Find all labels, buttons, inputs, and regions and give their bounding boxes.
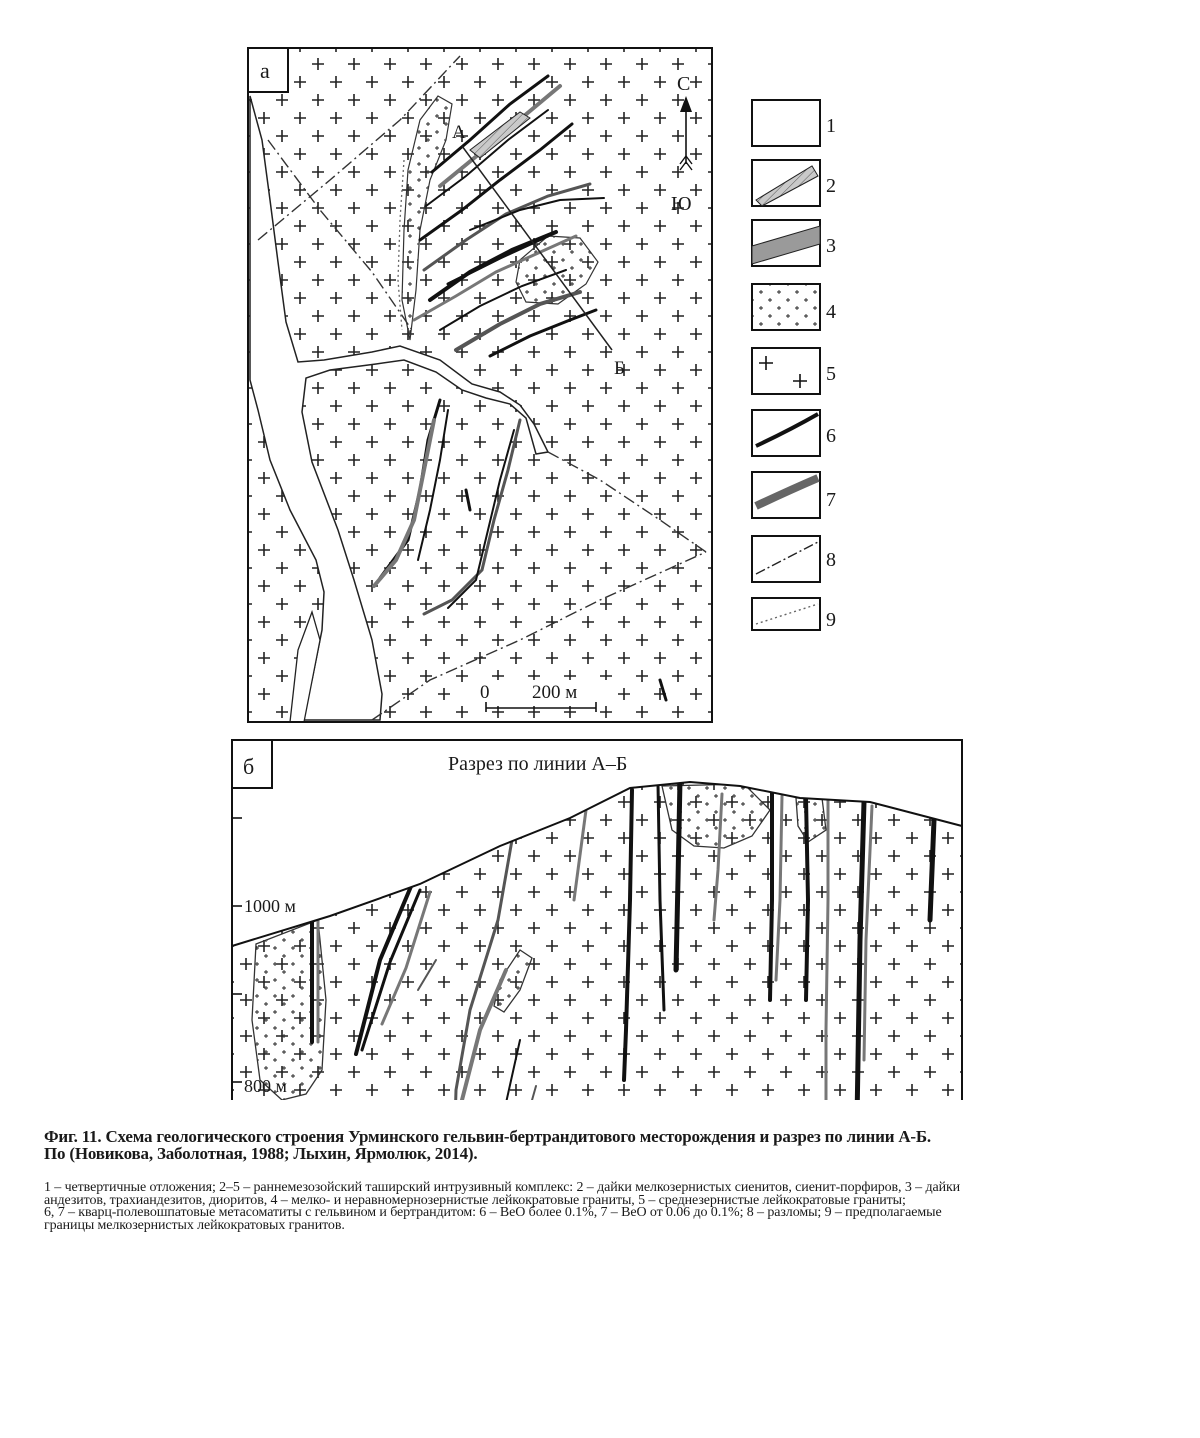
north-label: С [677,73,691,95]
figure-caption [44,1128,1164,1162]
legend-swatch-6 [752,410,820,456]
explanation-line-1: 1 – четвертичные отложения; 2–5 – раннемезозойский таширский интрузивный комплекс: 2 – дайки мелкозернистых сиенитов, сиенит-порфиров, 3 – дайки [44,1180,961,1195]
legend-item-4: 4 [826,301,836,323]
legend-item-6: 6 [826,425,836,447]
section-start-label: А [452,122,466,143]
section-title: Разрез по линии А–Б [448,753,628,775]
legend-swatch-9 [752,598,820,630]
legend [752,100,836,631]
caption-line-2: По (Новикова, Заболотная, 1988; Лыхин, Ярмолюк, 2014). [44,1144,478,1163]
panel-a-label: а [260,58,270,83]
figure-explanation [44,1182,1169,1232]
section-panel [232,740,962,1100]
explanation-line-2: андезитов, трахиандезитов, диоритов, 4 – мелко- и неравномернозернистые лейкократовые граниты, 5 – среднезернистые лейкократовые граниты; [44,1192,906,1208]
legend-swatch-8 [752,536,820,582]
legend-item-8: 8 [826,549,836,571]
map-scale-zero: 0 [480,682,490,703]
section-fine-granite-left [252,920,326,1100]
legend-swatch-5 [752,348,820,394]
elevation-bottom-label: 800 м [244,1076,287,1096]
caption-line-1: Фиг. 11. Схема геологического строения Урминского гельвин-бертрандитового месторождения и разрез по линии А-Б. [44,1127,931,1146]
legend-item-2: 2 [826,175,836,197]
explanation-line-4: границы мелкозернистых лейкократовых гранитов. [44,1217,345,1233]
section-end-label: Б [614,358,625,379]
section-granite-fill [232,740,962,1100]
legend-item-7: 7 [826,489,836,511]
legend-swatch-3 [752,220,820,266]
legend-swatch-7 [752,472,820,518]
legend-swatch-2 [752,160,820,206]
legend-item-9: 9 [826,609,836,631]
legend-item-1: 1 [826,115,836,137]
map-panel [248,48,712,722]
elevation-top-label: 1000 м [244,896,296,916]
explanation-line-3: 6, 7 – кварц-полевошпатовые метасоматиты с гельвином и бертрандитом: 6 – BeO более 0.1%, 7 – BeO от 0.06 до 0.1%; 8 – разломы; 9 – предполагаемые [44,1205,942,1220]
legend-item-5: 5 [826,363,836,385]
legend-item-3: 3 [826,235,836,257]
panel-b-label: б [243,754,255,779]
legend-swatch-1 [752,100,820,146]
legend-swatch-4 [752,284,820,330]
south-label: Ю [671,193,692,215]
map-scale-length: 200 м [532,682,578,703]
